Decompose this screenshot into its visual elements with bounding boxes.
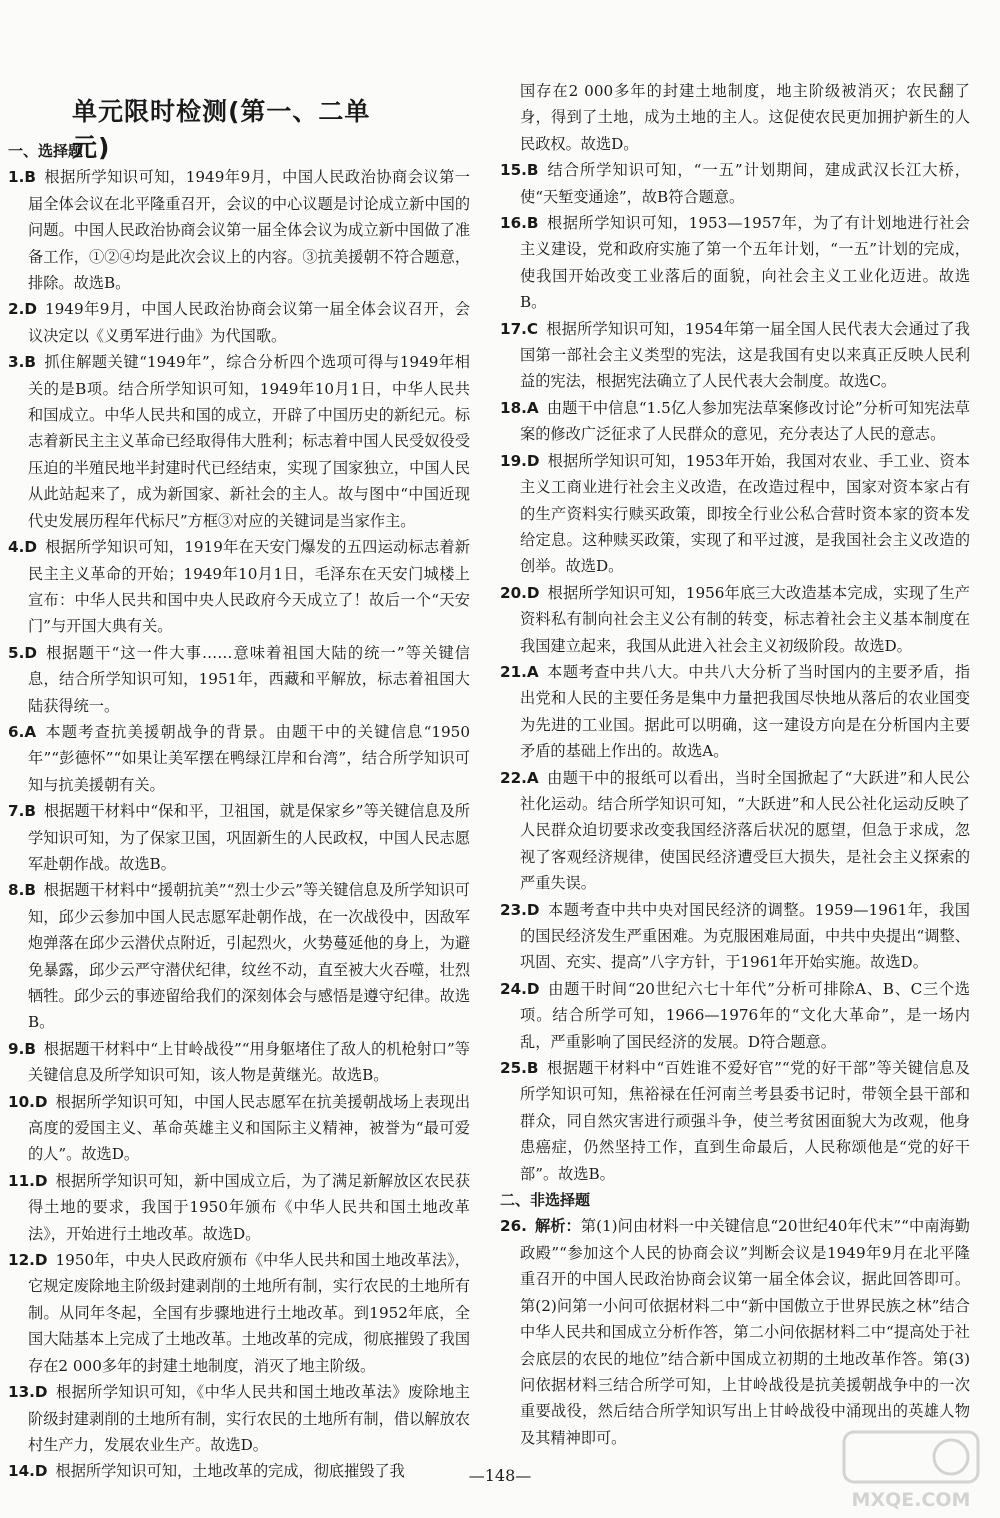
answer-number: 12.D: [8, 1251, 48, 1270]
answer-item: [8, 1379, 470, 1458]
answer-item: [500, 580, 970, 659]
answer-text: 根据题干“这一件大事……意味着祖国大陆的统一”等关键信息，结合所学知识可知，1951年，西藏和平解放，标志着祖国大陆获得统一。: [28, 643, 470, 715]
answer-text: 本题考查抗美援朝战争的背景。由题干中的关键信息“1950年”“彭德怀”“如果让美军摆在鸭绿江岸和台湾”，结合所学知识可知与抗美援朝有关。: [28, 722, 470, 794]
answer-number: 24.D: [500, 979, 540, 998]
answer-number: 14.D: [8, 1462, 48, 1481]
left-column: [8, 138, 470, 1485]
answer-text: 根据所学知识可知，1954年第一届全国人民代表大会通过了我国第一部社会主义类型的宪法，这是我国有史以来真正反映人民利益的宪法，根据宪法确立了人民代表大会制度。故选C。: [520, 319, 970, 391]
answer-text: 根据所学知识可知，新中国成立后，为了满足新解放区农民获得土地的要求，我国于1950年颁布《中华人民共和国土地改革法》，开始进行土地改革。故选D。: [28, 1171, 470, 1243]
answer-item: [500, 210, 970, 316]
left-answer-list: [8, 164, 470, 1484]
answer-item: [500, 1055, 970, 1187]
answer-text: 由题干时间“20世纪六七十年代”分析可排除A、B、C三个选项。结合所学可知，1966—1976年的“文化大革命”，是一场内乱，严重影响了国民经济的发展。D符合题意。: [520, 979, 970, 1051]
analysis-label: 解析：: [534, 1217, 581, 1236]
answer-text: 抓住解题关键“1949年”，综合分析四个选项可得与1949年相关的是B项。结合所学知识可知，1949年10月1日，中华人民共和国成立。中华人民共和国的成立，开辟了中国历史的新纪元。标志着新民主主义革命已经取得伟大胜利；标志着中国人民受奴役受压迫的半殖民地半封建时代已经结束，实现了国家独立，中国人民从此站起来了，成为新国家、新社会的主人。故与图中“中国近现代史发展历程年代标尺”方框③对应的关键词是当家作主。: [28, 353, 470, 530]
answer-number: 2.D: [8, 300, 37, 319]
right-answer-list: [500, 157, 970, 1187]
answer-text: 根据所学知识可知，土地改革的完成，彻底摧毁了我: [55, 1462, 405, 1481]
watermark-text: MXQE.COM: [851, 1489, 971, 1511]
answer-text: 由题干中的报纸可以看出，当时全国掀起了“大跃进”和人民公社化运动。结合所学知识可知，“大跃进”和人民公社化运动反映了人民群众迫切要求改变我国经济落后状况的愿望，但急于求成，忽视了客观经济规律，使国民经济遭受巨大损失，是社会主义探索的严重失误。: [520, 768, 970, 893]
answer-number: 10.D: [8, 1092, 48, 1111]
answer-item: [8, 164, 470, 296]
answer-text: 根据题干材料中“百姓谁不爱好官”“党的好干部”等关键信息及所学知识可知，焦裕禄在任河南兰考县委书记时，带领全县干部和群众，同自然灾害进行顽强斗争，使兰考贫困面貌大为改观，他身患癌症，仍然坚持工作，直到生命最后，人民称颂他是“党的好干部”。故选B。: [520, 1059, 970, 1183]
answer-number: 1.B: [8, 168, 36, 187]
answer-text: 本题考查中共八大。中共八大分析了当时国内的主要矛盾，指出党和人民的主要任务是集中力量把我国尽快地从落后的农业国变为先进的工业国。据此可以明确，这一建设方向是在分析国内主要矛盾的基础上作出的。故选A。: [520, 662, 970, 761]
answer-item: [500, 976, 970, 1055]
answer-item: [500, 157, 970, 210]
answer-text: 根据所学知识可知，中国人民志愿军在抗美援朝战场上表现出高度的爱国主义、革命英雄主义和国际主义精神，被誉为“最可爱的人”。故选D。: [28, 1092, 470, 1164]
answer-item-26: [500, 1213, 970, 1451]
answer-text: 根据题干材料中“上甘岭战役”“用身躯堵住了敌人的机枪射口”等关键信息及所学知识可知，该人物是黄继光。故选B。: [28, 1039, 470, 1085]
answer-text: 第(1)问由材料一中关键信息“20世纪40年代末”“中南海勤政殿”“参加这个人民的协商会议”判断会议是1949年9月在北平隆重召开的中国人民政治协商会议第一届全体会议，据此回答即可。第(2)问第一小问可依据材料二中“新中国傲立于世界民族之林”结合中华人民共和国成立分析作答，第二小问依据材料二中“提高处于社会底层的农民的地位”结合新中国成立初期的土地改革作答。第(3)问依据材料三结合所学可知，上甘岭战役是抗美援朝战争中的一次重要战役，然后结合所学知识写出上甘岭战役中涌现出的英雄人物及其精神即可。: [520, 1217, 970, 1447]
answer-number: 6.A: [8, 722, 37, 741]
answer-text: 根据题干材料中“援朝抗美”“烈士少云”等关键信息及所学知识可知，邱少云参加中国人民志愿军赴朝作战，在一次战役中，因敌军炮弹落在邱少云潜伏点附近，引起烈火，火势蔓延他的身上，为避免暴露，邱少云严守潜伏纪律，纹丝不动，直至被大火吞噬，壮烈牺牲。邱少云的事迹留给我们的深刻体会与感悟是遵守纪律。故选B。: [28, 881, 470, 1032]
continued-answer-14: 国存在2 000多年的封建土地制度，地主阶级被消灭；农民翻了身，得到了土地，成为土地的主人。这促使农民更加拥护新生的人民政权。故选D。: [520, 82, 970, 153]
answer-number: 22.A: [500, 768, 539, 787]
answer-item: [8, 640, 470, 719]
answer-text: 1950年，中央人民政府颁布《中华人民共和国土地改革法》，它规定废除地主阶级封建剥削的土地所有制，实行农民的土地所有制。从同年冬起，全国有步骤地进行土地改革。到1952年底，全国大陆基本上完成了土地改革。土地改革的完成，彻底摧毁了我国存在2 000多年的封建土地制度，消灭了地主阶级。: [28, 1251, 470, 1375]
answer-number: 8.B: [8, 881, 36, 900]
answer-number: 21.A: [500, 662, 539, 681]
answer-item: [8, 877, 470, 1035]
answer-item: [8, 1036, 470, 1089]
answer-number: 23.D: [500, 900, 540, 919]
answer-number: 25.B: [500, 1059, 539, 1078]
answer-item: [8, 534, 470, 640]
answer-item: [8, 349, 470, 534]
answer-number: 9.B: [8, 1039, 36, 1058]
answer-number: 4.D: [8, 538, 37, 557]
answer-item: [8, 296, 470, 349]
answer-item: [500, 316, 970, 395]
page-number: —148—: [468, 1466, 532, 1485]
answer-item: [500, 395, 970, 448]
section-heading-choice: 一、选择题: [8, 142, 84, 160]
answer-text: 根据所学知识可知，1919年在天安门爆发的五四运动标志着新民主主义革命的开始；1949年10月1日，毛泽东在天安门城楼上宣布：中华人民共和国中央人民政府今天成立了！故后一个“天安门”与开国大典有关。: [28, 538, 470, 636]
answer-number: 15.B: [500, 161, 539, 180]
answer-number: 16.B: [500, 214, 539, 233]
answer-item: [8, 1247, 470, 1379]
page-title: 单元限时检测(第一、二单元): [72, 97, 371, 162]
answer-text: 由题干中信息“1.5亿人参加宪法草案修改讨论”分析可知宪法草案的修改广泛征求了人民群众的意见，充分表达了人民的意志。: [520, 398, 970, 444]
answer-item: [8, 719, 470, 798]
answer-text: 根据所学知识可知，《中华人民共和国土地改革法》废除地主阶级封建剥削的土地所有制，实行农民的土地所有制，借以解放农村生产力，发展农业生产。故选D。: [28, 1383, 470, 1454]
watermark-logo: [836, 1428, 986, 1514]
answer-text: 本题考查中共中央对国民经济的调整。1959—1961年，我国的国民经济发生严重困难。为克服困难局面，中共中央提出“调整、巩固、充实、提高”八字方针，于1961年开始实施。故选D。: [520, 900, 970, 972]
answer-text: 根据所学知识可知，1956年底三大改造基本完成，实现了生产资料私有制向社会主义公有制的转变，标志着社会主义基本制度在我国建立起来，我国从此进入社会主义初级阶段。故选D。: [520, 583, 970, 655]
answer-item: [8, 1089, 470, 1168]
answer-number: 11.D: [8, 1171, 48, 1190]
answer-item: [8, 1168, 470, 1247]
answer-item: [500, 897, 970, 976]
answer-number: 20.D: [500, 583, 540, 602]
answer-text: 根据所学知识可知，1953年开始，我国对农业、手工业、资本主义工商业进行社会主义改造，在改造过程中，国家对资本家占有的生产资料实行赎买政策，即按全行业公私合营时资本家的资本发给定息。这种赎买政策，实现了和平过渡，是我国社会主义改造的创举。故选D。: [520, 451, 970, 576]
answer-number: 13.D: [8, 1383, 48, 1402]
answer-item: [500, 448, 970, 580]
answer-text: 根据所学知识可知，1949年9月，中国人民政治协商会议第一届全体会议在北平隆重召开，会议的中心议题是讨论成立新中国的问题。中国人民政治协商会议第一届全体会议为成立新中国做了准备工作，①②④均是此次会议上的内容。③抗美援朝不符合题意，排除。故选B。: [28, 168, 470, 293]
answer-number: 5.D: [8, 643, 37, 662]
answer-text: 1949年9月，中国人民政治协商会议第一届全体会议召开，会议决定以《义勇军进行曲》为代国歌。: [28, 300, 470, 345]
answer-number: 18.A: [500, 398, 539, 417]
answer-item: [500, 659, 970, 765]
right-column: [500, 78, 970, 1451]
answer-text: 根据所学知识可知，1953—1957年，为了有计划地进行社会主义建设，党和政府实施了第一个五年计划，“一五”计划的完成，使我国开始改变工业落后的面貌，向社会主义工业化迈进。故选B。: [520, 214, 970, 312]
answer-number: 19.D: [500, 451, 540, 470]
answer-number: 7.B: [8, 802, 36, 821]
answer-text: 根据题干材料中“保和平，卫祖国，就是保家乡”等关键信息及所学知识可知，为了保家卫国，巩固新生的人民政权，中国人民志愿军赴朝作战。故选B。: [28, 802, 470, 873]
answer-number: 3.B: [8, 353, 36, 372]
answer-number: 17.C: [500, 319, 539, 338]
answer-item: [8, 798, 470, 877]
answer-text: 结合所学知识可知，“一五”计划期间，建成武汉长江大桥，使“天堑变通途”，故B符合题意。: [520, 161, 970, 206]
answer-item: [500, 765, 970, 897]
section-heading-nonchoice: 二、非选择题: [500, 1191, 591, 1210]
answer-number: 26.: [500, 1217, 527, 1236]
